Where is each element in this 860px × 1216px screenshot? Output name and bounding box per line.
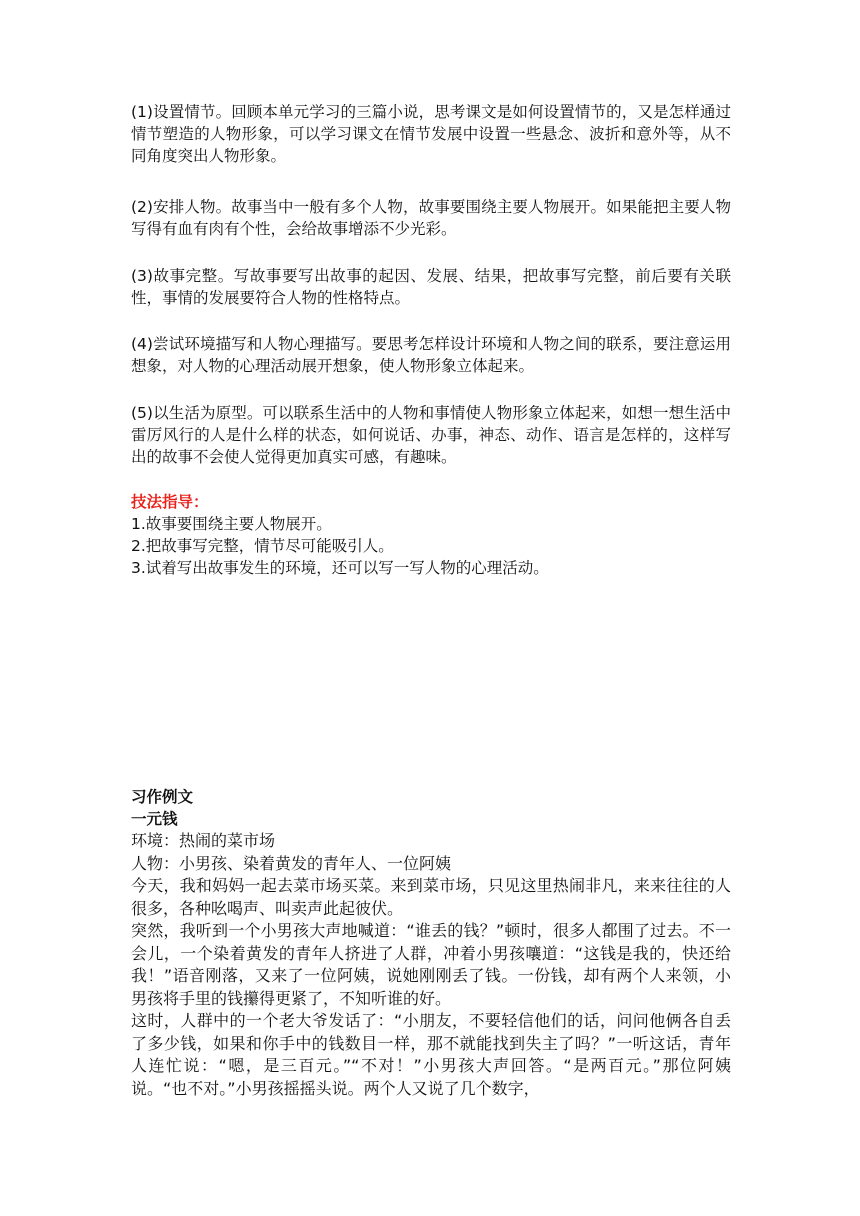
guide-item: 2.把故事写完整，情节尽可能吸引人。 [131, 537, 394, 555]
tip-paragraph-2: (2)安排人物。故事当中一般有多个人物，故事要围绕主要人物展开。如果能把主要人物写得有血有肉有个性，会给故事增添不少光彩。 [131, 198, 731, 238]
essay-body [131, 830, 731, 1100]
guide-item: 1.故事要围绕主要人物展开。 [131, 515, 332, 533]
essay-section-label: 习作例文 [131, 788, 194, 806]
essay-paragraph-2: 突然，我听到一个小男孩大声地喊道：“谁丢的钱？”顿时，很多人都围了过去。不一会儿，一个染着黄发的青年人挤进了人群，冲着小男孩嚷道：“这钱是我的，快还给我！”语音刚落，又来了一位阿姨，说她刚刚丢了钱。一份钱，却有两个人来领，小男孩将手里的钱攥得更紧了，不知听谁的好。 [131, 921, 731, 1008]
essay-paragraph-3: 这时，人群中的一个老大爷发话了：“小朋友，不要轻信他们的话，问问他俩各自丢了多少钱，如果和你手中的钱数目一样，那不就能找到失主了吗？”一听这话，青年人连忙说：“嗯，是三百元。”“不对！”小男孩大声回答。“是两百元。”那位阿姨说。“也不对。”小男孩摇摇头说。两个人又说了几个数字， [131, 1011, 731, 1098]
essay-setting: 环境：热闹的菜市场 [131, 831, 276, 850]
essay-paragraph-1: 今天，我和妈妈一起去菜市场买菜。来到菜市场，只见这里热闹非凡，来来往往的人很多，各种吆喝声、叫卖声此起彼伏。 [131, 876, 731, 918]
tip-paragraph-4: (4)尝试环境描写和人物心理描写。要思考怎样设计环境和人物之间的联系，要注意运用想象，对人物的心理活动展开想象，使人物形象立体起来。 [131, 335, 731, 375]
tip-paragraph-3: (3)故事完整。写故事要写出故事的起因、发展、结果，把故事写完整，前后要有关联性，事情的发展要符合人物的性格特点。 [131, 267, 731, 307]
guide-list [131, 513, 731, 579]
tip-paragraph-5: (5)以生活为原型。可以联系生活中的人物和事情使人物形象立体起来，如想一想生活中雷厉风行的人是什么样的状态，如何说话、办事，神态、动作、语言是怎样的，这样写出的故事不会使人觉得更加真实可感，有趣味。 [131, 404, 731, 466]
essay-characters: 人物：小男孩、染着黄发的青年人、一位阿姨 [131, 853, 452, 873]
tip-paragraph-1: (1)设置情节。回顾本单元学习的三篇小说，思考课文是如何设置情节的，又是怎样通过情节塑造的人物形象，可以学习课文在情节发展中设置一些悬念、波折和意外等，从不同角度突出人物形象。 [131, 103, 731, 165]
guide-heading: 技法指导： [131, 493, 209, 511]
guide-item: 3.试着写出故事发生的环境，还可以写一写人物的心理活动。 [131, 559, 549, 577]
essay-title: 一元钱 [131, 810, 178, 828]
